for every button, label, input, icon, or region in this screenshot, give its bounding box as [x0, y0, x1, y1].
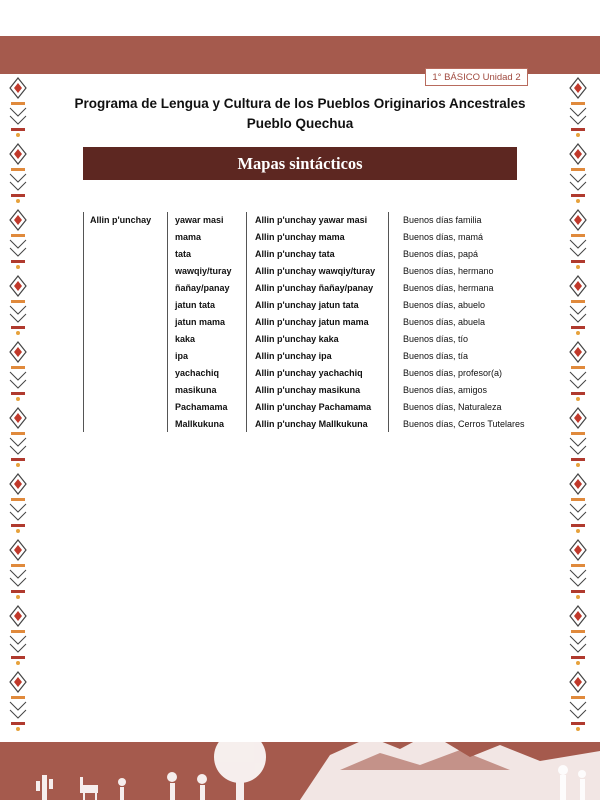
quechua-phrase: Allin p'unchay Pachamama [255, 402, 372, 412]
map-row [83, 266, 543, 283]
quechua-word: yachachiq [175, 368, 220, 378]
quechua-word: kaka [175, 334, 196, 344]
quechua-phrase: Allin p'unchay kaka [255, 334, 339, 344]
people-title: Pueblo Quechua [246, 116, 354, 131]
spanish-translation: Buenos días, hermano [403, 266, 494, 276]
spanish-translation: Buenos días, abuelo [403, 300, 486, 310]
quechua-word: jatun tata [175, 300, 216, 310]
map-row [83, 334, 543, 351]
map-row [83, 351, 543, 368]
quechua-phrase: Allin p'unchay mama [255, 232, 345, 242]
quechua-word: Pachamama [175, 402, 228, 412]
quechua-word: ipa [175, 351, 189, 361]
map-row [83, 300, 543, 317]
map-row [83, 317, 543, 334]
map-row [83, 249, 543, 266]
quechua-phrase: Allin p'unchay yachachiq [255, 368, 363, 378]
quechua-phrase: Allin p'unchay jatun mama [255, 317, 369, 327]
program-title: Programa de Lengua y Cultura de los Pueblos Originarios Ancestrales [74, 96, 526, 111]
spanish-translation: Buenos días, tía [403, 351, 469, 361]
landscape-illustration [0, 715, 600, 800]
quechua-word: masikuna [175, 385, 217, 395]
spanish-translation: Buenos días familia [403, 215, 482, 225]
root-word: Allin p'unchay [90, 215, 152, 225]
spanish-translation: Buenos días, hermana [403, 283, 494, 293]
unit-badge: 1° BÁSICO Unidad 2 [425, 68, 528, 86]
spanish-translation: Buenos días, abuela [403, 317, 486, 327]
quechua-word: tata [175, 249, 192, 259]
spanish-translation: Buenos días, tío [403, 334, 469, 344]
spanish-translation: Buenos días, Naturaleza [403, 402, 502, 412]
quechua-phrase: Allin p'unchay tata [255, 249, 335, 259]
spanish-translation: Buenos días, mamá [403, 232, 484, 242]
map-row [83, 402, 543, 419]
andean-pattern-border-right [568, 74, 588, 734]
quechua-phrase: Allin p'unchay Mallkukuna [255, 419, 368, 429]
spanish-translation: Buenos días, papá [403, 249, 479, 259]
quechua-phrase: Allin p'unchay ñañay/panay [255, 283, 374, 293]
quechua-phrase: Allin p'unchay wawqiy/turay [255, 266, 376, 276]
spanish-translation: Buenos días, profesor(a) [403, 368, 503, 378]
quechua-phrase: Allin p'unchay masikuna [255, 385, 361, 395]
quechua-word: mama [175, 232, 202, 242]
quechua-phrase: Allin p'unchay jatun tata [255, 300, 359, 310]
syntactic-map [83, 210, 543, 434]
andean-pattern-border-left [8, 74, 28, 734]
map-row [83, 419, 543, 436]
quechua-word: Mallkukuna [175, 419, 225, 429]
quechua-phrase: Allin p'unchay ipa [255, 351, 332, 361]
spanish-translation: Buenos días, Cerros Tutelares [403, 419, 525, 429]
map-row [83, 232, 543, 249]
quechua-word: jatun mama [175, 317, 226, 327]
quechua-phrase: Allin p'unchay yawar masi [255, 215, 368, 225]
spanish-translation: Buenos días, amigos [403, 385, 488, 395]
map-row [83, 368, 543, 385]
quechua-word: yawar masi [175, 215, 224, 225]
map-row [83, 215, 543, 232]
quechua-word: wawqiy/turay [175, 266, 232, 276]
quechua-word: ñañay/panay [175, 283, 230, 293]
section-banner: Mapas sintácticos [83, 147, 517, 180]
map-row [83, 283, 543, 300]
map-row [83, 385, 543, 402]
